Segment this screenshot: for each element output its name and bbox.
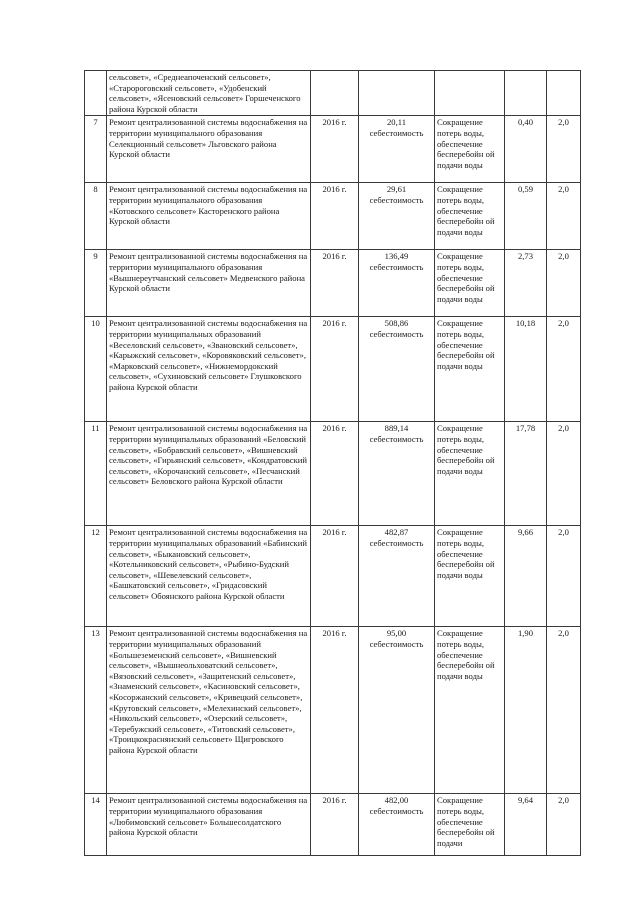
row-number: 10 — [85, 317, 107, 422]
row-number — [85, 71, 107, 116]
cost-unit: себестоимость — [369, 328, 424, 339]
row-year: 2016 г. — [311, 794, 359, 856]
program-table — [84, 70, 581, 856]
row-result: Сокращение потерь воды, обеспечение бесперебойн ой подачи воды — [435, 116, 505, 183]
row-value-2: 2,0 — [547, 183, 581, 250]
row-description: Ремонт централизованной системы водоснабжения на территории муниципальных образований «Бабинский сельсовет», «Быкановский сельсовет», «Котельниковский сельсовет», «Рыбино-Будский сельсовет», «Шевелевский сельсовет», «Башкатовский сельсовет», «Гридасовский сельсовет» Обоянского района Курской области — [107, 526, 311, 627]
row-description: Ремонт централизованной системы водоснабжения на территории муниципального образования Селекционный сельсовет» Льговского района Курской области — [107, 116, 311, 183]
table-row — [85, 526, 581, 627]
table-row — [85, 422, 581, 526]
row-cost — [359, 183, 435, 250]
table-row — [85, 116, 581, 183]
cost-value: 95,00 — [386, 628, 407, 639]
cost-unit: себестоимость — [369, 194, 424, 205]
row-description: Ремонт централизованной системы водоснабжения на территории муниципального образования «Вышнереутчанский сельсовет» Медвенского района Курской области — [107, 250, 311, 317]
row-value-2: 2,0 — [547, 794, 581, 856]
table-row — [85, 183, 581, 250]
row-result: Сокращение потерь воды, обеспечение бесперебойн ой подачи воды — [435, 250, 505, 317]
row-year: 2016 г. — [311, 317, 359, 422]
row-value-2: 2,0 — [547, 317, 581, 422]
row-description: Ремонт централизованной системы водоснабжения на территории муниципального образования «Любимовский сельсовет» Большесолдатского района Курской области — [107, 794, 311, 856]
row-value-1: 0,59 — [505, 183, 547, 250]
table-row — [85, 317, 581, 422]
row-result: Сокращение потерь воды, обеспечение бесперебойн ой подачи воды — [435, 422, 505, 526]
row-year: 2016 г. — [311, 526, 359, 627]
row-value-1: 17,78 — [505, 422, 547, 526]
row-number: 11 — [85, 422, 107, 526]
row-value-1: 9,64 — [505, 794, 547, 856]
row-cost — [359, 116, 435, 183]
row-description: Ремонт централизованной системы водоснабжения на территории муниципального образования «Котовского сельсовет» Касторенского района Курской области — [107, 183, 311, 250]
table-row — [85, 627, 581, 794]
cost-value: 136,49 — [384, 251, 409, 262]
row-year: 2016 г. — [311, 116, 359, 183]
table-row — [85, 794, 581, 856]
cost-value: 889,14 — [384, 423, 409, 434]
row-value-2 — [547, 71, 581, 116]
row-description: Ремонт централизованной системы водоснабжения на территории муниципальных образований «Веселовский сельсовет», «Звановский сельсовет», «Карыжский сельсовет», «Коровяковский сельсовет», «Марковский сельсовет», «Нижнемордокский сельсовет», «Сухиновский сельсовет» Глушковского района Курской области — [107, 317, 311, 422]
row-result: Сокращение потерь воды, обеспечение бесперебойн ой подачи воды — [435, 526, 505, 627]
row-value-2: 2,0 — [547, 422, 581, 526]
row-description: Ремонт централизованной системы водоснабжения на территории муниципальных образований «Большеземенский сельсовет», «Вишневский сельсовет», «Вышнеольховатский сельсовет», «Вязовский сельсовет», «Защитенский сельсовет», «Знаменский сельсовет», «Касиновский сельсовет», «Косоржанский сельсовет», «Кривецкий сельсовет», «Крутовский сельсовет», «Мелехинский сельсовет», «Никольский сельсовет», «Озерский сельсовет», «Теребужский сельсовет», «Титовский сельсовет», «Троицкокраснянский сельсовет» Щигровского района Курской области — [107, 627, 311, 794]
row-year: 2016 г. — [311, 422, 359, 526]
table-row — [85, 250, 581, 317]
row-value-1: 0,40 — [505, 116, 547, 183]
cost-value: 482,00 — [384, 795, 409, 806]
row-value-2: 2,0 — [547, 526, 581, 627]
row-result: Сокращение потерь воды, обеспечение бесперебойн ой подачи — [435, 794, 505, 856]
row-value-1: 2,73 — [505, 250, 547, 317]
row-value-2: 2,0 — [547, 627, 581, 794]
cost-unit: себестоимость — [369, 537, 424, 548]
row-value-1 — [505, 71, 547, 116]
row-cost — [359, 422, 435, 526]
cost-value: 20,11 — [386, 117, 407, 128]
cost-value: 29,61 — [386, 184, 407, 195]
row-result: Сокращение потерь воды, обеспечение бесперебойн ой подачи воды — [435, 317, 505, 422]
row-result: Сокращение потерь воды, обеспечение бесперебойн ой подачи воды — [435, 183, 505, 250]
row-cost — [359, 250, 435, 317]
table-row — [85, 71, 581, 116]
cost-unit: себестоимость — [369, 433, 424, 444]
row-result — [435, 71, 505, 116]
row-value-1: 1,90 — [505, 627, 547, 794]
row-value-2: 2,0 — [547, 250, 581, 317]
row-value-2: 2,0 — [547, 116, 581, 183]
cost-unit: себестоимость — [369, 261, 424, 272]
row-year: 2016 г. — [311, 250, 359, 317]
row-year — [311, 71, 359, 116]
cost-value: 508,86 — [384, 318, 409, 329]
row-value-1: 10,18 — [505, 317, 547, 422]
cost-unit: себестоимость — [369, 127, 424, 138]
row-cost — [359, 526, 435, 627]
row-year: 2016 г. — [311, 183, 359, 250]
row-description: Ремонт централизованной системы водоснабжения на территории муниципальных образований «Беловский сельсовет», «Бобравский сельсовет», «Вишневский сельсовет», «Гирьянский сельсовет», «Кондратовский сельсовет», «Корочанский сельсовет», «Песчанский сельсовет» Беловского района Курской области — [107, 422, 311, 526]
row-number: 13 — [85, 627, 107, 794]
cost-value: 482,87 — [384, 527, 409, 538]
row-number: 9 — [85, 250, 107, 317]
row-number: 8 — [85, 183, 107, 250]
row-cost — [359, 627, 435, 794]
cost-unit: себестоимость — [369, 638, 424, 649]
row-number: 12 — [85, 526, 107, 627]
row-cost — [359, 317, 435, 422]
row-result: Сокращение потерь воды, обеспечение бесперебойн ой подачи воды — [435, 627, 505, 794]
row-number: 7 — [85, 116, 107, 183]
row-cost — [359, 794, 435, 856]
row-year: 2016 г. — [311, 627, 359, 794]
row-cost — [359, 71, 435, 116]
row-number: 14 — [85, 794, 107, 856]
row-description: сельсовет», «Среднеапоченский сельсовет», «Старороговский сельсовет», «Удобенский сельсовет», «Ясеновский сельсовет» Горшеченского района Курской области — [107, 71, 311, 116]
cost-unit: себестоимость — [369, 805, 424, 816]
row-value-1: 9,66 — [505, 526, 547, 627]
